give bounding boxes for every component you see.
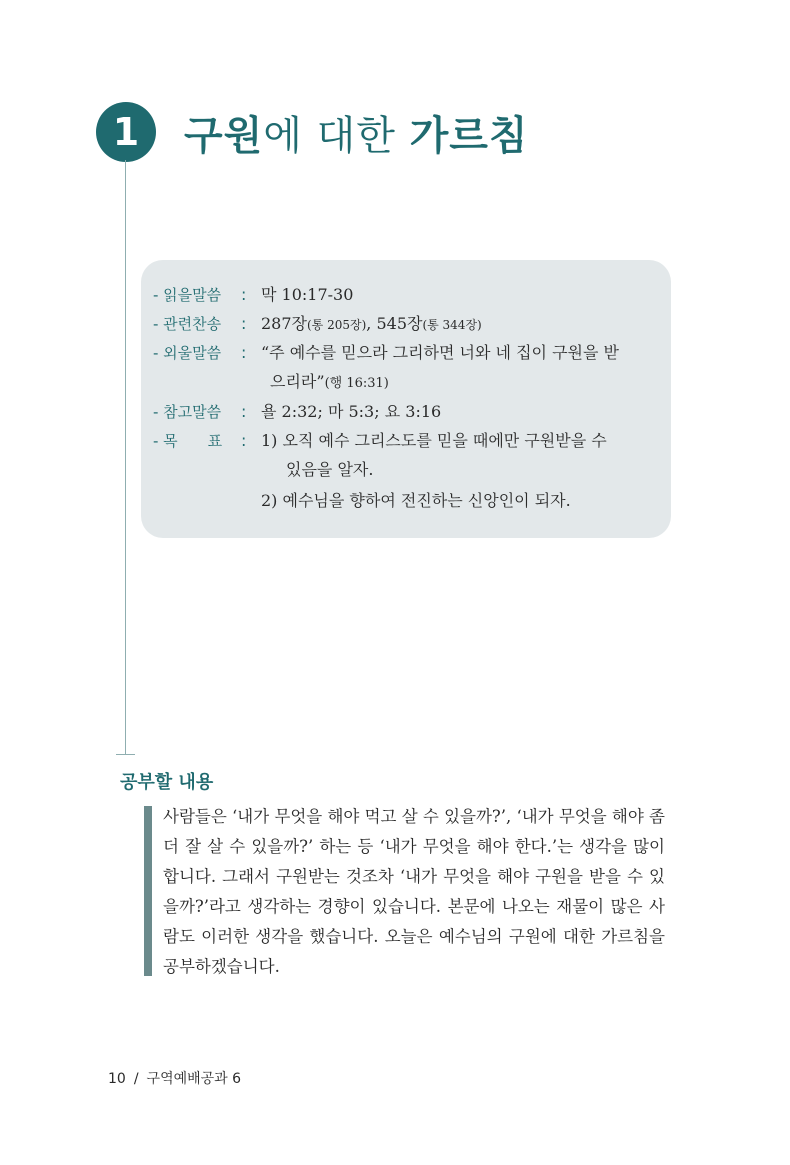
goal-row — [153, 428, 607, 454]
footer-separator: / — [133, 1071, 139, 1087]
memory-ref: (행 16:31) — [324, 376, 389, 391]
lesson-title — [184, 104, 529, 161]
memory-line-2-text: 으리라” — [270, 372, 325, 391]
reading-value: 막 10:17-30 — [261, 285, 354, 304]
lesson-number-badge: 1 — [96, 102, 156, 162]
reading-row — [153, 282, 353, 308]
goal-item-1-line-2: 있음을 알자. — [286, 460, 374, 479]
memory-line-1: “주 예수를 믿으라 그리하면 너와 네 집이 구원을 받 — [261, 343, 619, 362]
goal-item-1-line-1: 1) 오직 예수 그리스도를 믿을 때에만 구원받을 수 — [261, 431, 607, 450]
hymn-colon: : — [241, 314, 247, 333]
hymn-value — [261, 314, 482, 333]
reference-value: 욜 2:32; 마 5:3; 요 3:16 — [261, 402, 442, 421]
vertical-rule-cap — [116, 754, 135, 755]
reference-row — [153, 399, 441, 425]
reading-label: - 읽을말씀 — [153, 286, 222, 304]
study-body: 사람들은 ‘내가 무엇을 해야 먹고 살 수 있을까?’, ‘내가 무엇을 해야 좀 더 잘 살 수 있을까?’ 하는 등 ‘내가 무엇을 해야 한다.’는 생각을 많이 합니다. 그래서 구원받는 것조차 ‘내가 무엇을 해야 구원을 받을 수 있을까?’라고 생각하는 경향이 있습니다. 본문에 나오는 재물이 많은 사람도 이러한 생각을 했습니다. 오늘은 예수님의 구원에 대한 가르침을 공부하겠습니다. — [163, 807, 665, 976]
goal-colon: : — [241, 431, 247, 450]
hymn-row — [153, 311, 482, 338]
goal-label: - 목 표 — [153, 432, 223, 450]
memory-row — [153, 340, 619, 366]
book-title: 구역예배공과 6 — [146, 1071, 242, 1087]
reference-label: - 참고말씀 — [153, 403, 222, 421]
hymn-note-1: (통 205장) — [307, 318, 367, 332]
study-quote-bar — [144, 806, 152, 976]
study-heading: 공부할 내용 — [120, 772, 214, 793]
hymn-mid: , 545장 — [366, 314, 423, 333]
memory-colon: : — [241, 343, 247, 362]
memory-label: - 외울말씀 — [153, 344, 222, 362]
title-strong-2: 가르침 — [409, 113, 529, 159]
reference-colon: : — [241, 402, 247, 421]
memory-line-2 — [270, 369, 389, 397]
title-strong-1: 구원 — [184, 113, 264, 159]
page-footer — [108, 1068, 241, 1088]
title-light: 에 대한 — [263, 113, 410, 159]
hymn-note-2: (통 344장) — [422, 318, 482, 332]
reading-colon: : — [241, 285, 247, 304]
page-number: 10 — [108, 1071, 126, 1087]
goal-item-2: 2) 예수님을 향하여 전진하는 신앙인이 되자. — [261, 491, 571, 510]
vertical-rule — [125, 160, 126, 754]
hymn-main: 287장 — [261, 314, 307, 333]
hymn-label: - 관련찬송 — [153, 315, 222, 333]
